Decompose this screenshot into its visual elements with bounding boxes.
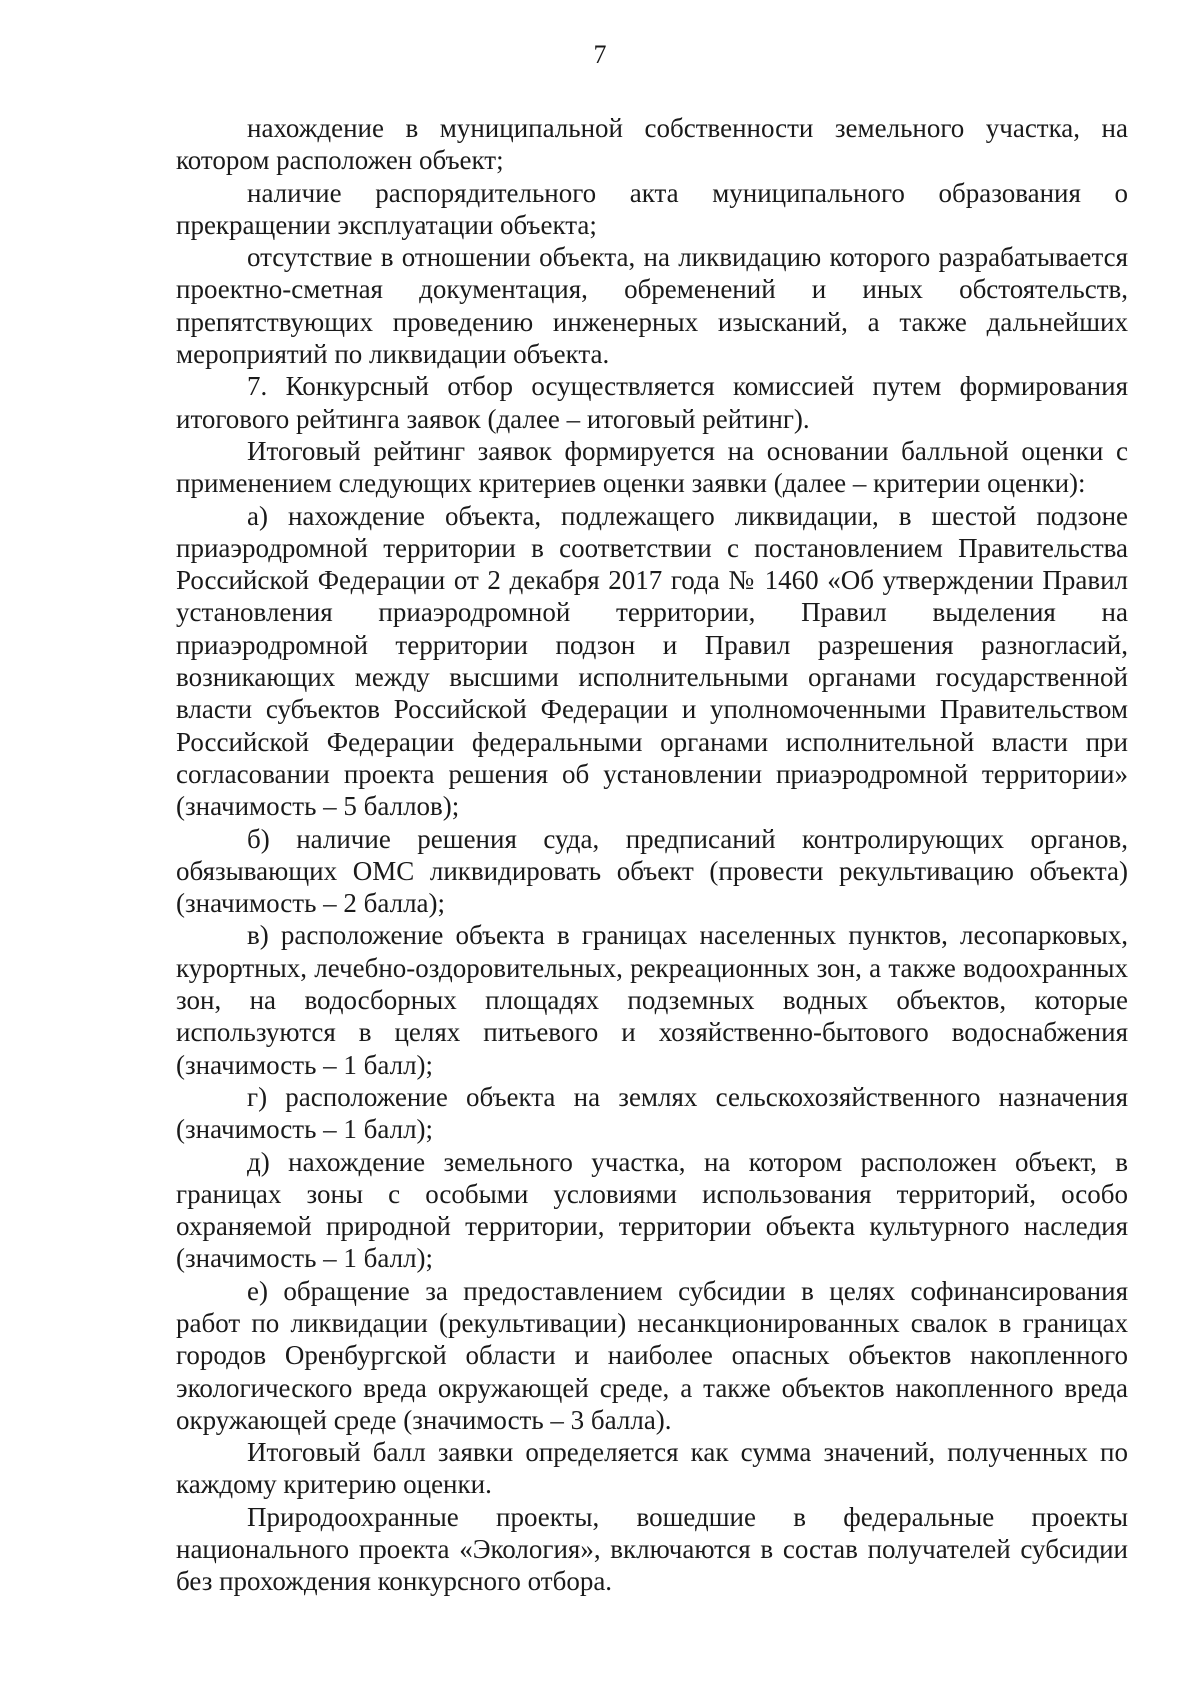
- criterion-a: а) нахождение объекта, подлежащего ликвидации, в шестой подзоне приаэродромной территории в соответствии с постановлением Правительства Российской Федерации от 2 декабря 2017 года № 1460 «Об утверждении Правил установления приаэродромной территории, Правил выделения на приаэродромной территории подзон и Правил разрешения разногласий, возникающих между высшими исполнительными органами государственной власти субъектов Российской Федерации и уполномоченными Правительством Российской Федерации федеральными органами исполнительной власти при согласовании проекта решения об установлении приаэродромной территории» (значимость – 5 баллов);: [176, 500, 1128, 822]
- paragraph-clause-7: 7. Конкурсный отбор осуществляется комиссией путем формирования итогового рейтинга заявок (далее – итоговый рейтинг).: [176, 371, 1128, 434]
- document-body: [176, 112, 1128, 1598]
- paragraph-land-ownership: нахождение в муниципальной собственности земельного участка, на котором расположен объект;: [176, 113, 1128, 176]
- criterion-b: б) наличие решения суда, предписаний контролирующих органов, обязывающих ОМС ликвидировать объект (провести рекультивацию объекта) (значимость – 2 балла);: [176, 823, 1128, 919]
- criterion-v: в) расположение объекта в границах населенных пунктов, лесопарковых, курортных, лечебно-оздоровительных, рекреационных зон, а также водоохранных зон, на водосборных площадях подземных водных объектов, которые используются в целях питьевого и хозяйственно-бытового водоснабжения (значимость – 1 балл);: [176, 920, 1128, 1080]
- criterion-e: е) обращение за предоставлением субсидии в целях софинансирования работ по ликвидации (рекультивации) несанкционированных свалок в границах городов Оренбургской области и наиболее опасных объектов накопленного экологического вреда окружающей среде, а также объектов накопленного вреда окружающей среде (значимость – 3 балла).: [176, 1275, 1128, 1435]
- page-number: 7: [593, 40, 607, 69]
- paragraph-rating-basis: Итоговый рейтинг заявок формируется на основании балльной оценки с применением следующих критериев оценки заявки (далее – критерии оценки):: [176, 435, 1128, 499]
- criterion-g: г) расположение объекта на землях сельскохозяйственного назначения (значимость – 1 балл);: [176, 1081, 1128, 1145]
- paragraph-ecology-projects: Природоохранные проекты, вошедшие в федеральные проекты национального проекта «Экология», включаются в состав получателей субсидии без прохождения конкурсного отбора.: [176, 1501, 1128, 1597]
- criterion-d: д) нахождение земельного участка, на котором расположен объект, в границах зоны с особыми условиями использования территорий, особо охраняемой природной территории, территории объекта культурного наследия (значимость – 1 балл);: [176, 1146, 1128, 1274]
- paragraph-no-encumbrances: отсутствие в отношении объекта, на ликвидацию которого разрабатывается проектно-сметная документация, обременений и иных обстоятельств, препятствующих проведению инженерных изысканий, а также дальнейших мероприятий по ликвидации объекта.: [176, 242, 1128, 370]
- paragraph-total-score: Итоговый балл заявки определяется как сумма значений, полученных по каждому критерию оценки.: [176, 1437, 1128, 1500]
- paragraph-administrative-act: наличие распорядительного акта муниципального образования о прекращении эксплуатации объекта;: [176, 177, 1128, 240]
